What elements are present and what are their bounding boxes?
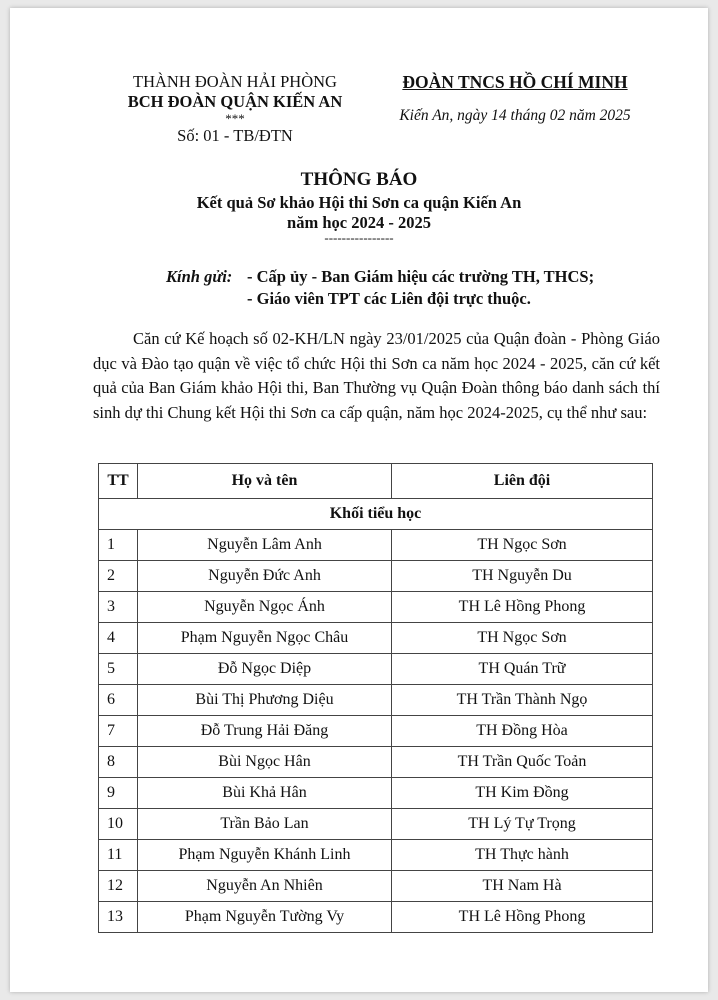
org-name: ĐOÀN TNCS HỒ CHÍ MINH: [402, 72, 628, 92]
table-row: [99, 840, 653, 871]
table-row: [99, 809, 653, 840]
student-name: Đỗ Trung Hải Đăng: [138, 716, 392, 747]
student-name: Phạm Nguyễn Ngọc Châu: [138, 623, 392, 654]
row-number: 8: [99, 747, 138, 778]
row-number: 1: [99, 530, 138, 561]
unit-name: TH Ngọc Sơn: [392, 530, 653, 561]
table-row: [99, 778, 653, 809]
student-name: Nguyễn Đức Anh: [138, 561, 392, 592]
row-number: 12: [99, 871, 138, 902]
row-number: 4: [99, 623, 138, 654]
table-row: [99, 530, 653, 561]
section-row: Khối tiểu học: [99, 499, 653, 530]
issuer-block: [120, 72, 350, 146]
student-name: Phạm Nguyễn Khánh Linh: [138, 840, 392, 871]
table-row: [99, 623, 653, 654]
row-number: 5: [99, 654, 138, 685]
document-number: Số: 01 - TB/ĐTN: [177, 126, 293, 145]
row-number: 7: [99, 716, 138, 747]
row-number: 2: [99, 561, 138, 592]
unit-name: TH Nam Hà: [392, 871, 653, 902]
row-number: 6: [99, 685, 138, 716]
table-row: [99, 871, 653, 902]
table-row: [99, 561, 653, 592]
student-name: Bùi Ngọc Hân: [138, 747, 392, 778]
date-line: Kiến An, ngày 14 tháng 02 năm 2025: [399, 107, 631, 124]
row-number: 11: [99, 840, 138, 871]
unit-name: TH Trần Thành Ngọ: [392, 685, 653, 716]
header-tt: TT: [99, 464, 138, 499]
unit-name: TH Lê Hồng Phong: [392, 902, 653, 933]
document-page: [10, 8, 708, 992]
org-block: [380, 72, 650, 125]
doc-subtitle-year: năm học 2024 - 2025: [287, 213, 431, 232]
student-name: Nguyễn An Nhiên: [138, 871, 392, 902]
table-row: [99, 685, 653, 716]
stars: ***: [225, 111, 245, 126]
student-name: Trần Bảo Lan: [138, 809, 392, 840]
student-name: Phạm Nguyễn Tường Vy: [138, 902, 392, 933]
row-number: 13: [99, 902, 138, 933]
student-name: Bùi Khả Hân: [138, 778, 392, 809]
doc-subtitle: Kết quả Sơ khảo Hội thi Sơn ca quận Kiến An: [196, 193, 522, 212]
table-row: [99, 592, 653, 623]
unit-name: TH Nguyễn Du: [392, 561, 653, 592]
results-table: [98, 463, 653, 933]
header-unit: Liên đội: [392, 464, 653, 499]
district-committee: BCH ĐOÀN QUẬN KIẾN AN: [127, 92, 343, 111]
unit-name: TH Lê Hồng Phong: [392, 592, 653, 623]
divider: ----------------: [324, 230, 394, 245]
student-name: Nguyễn Lâm Anh: [138, 530, 392, 561]
row-number: 3: [99, 592, 138, 623]
recipient-2: - Giáo viên TPT các Liên đội trực thuộc.: [247, 289, 531, 308]
header-name: Họ và tên: [138, 464, 392, 499]
table-row: [99, 654, 653, 685]
row-number: 10: [99, 809, 138, 840]
unit-name: TH Thực hành: [392, 840, 653, 871]
unit-name: TH Ngọc Sơn: [392, 623, 653, 654]
student-name: Nguyễn Ngọc Ánh: [138, 592, 392, 623]
row-number: 9: [99, 778, 138, 809]
unit-name: TH Kim Đồng: [392, 778, 653, 809]
doc-title: THÔNG BÁO: [300, 169, 418, 190]
student-name: Đỗ Ngọc Diệp: [138, 654, 392, 685]
student-name: Bùi Thị Phương Diệu: [138, 685, 392, 716]
unit-name: TH Đồng Hòa: [392, 716, 653, 747]
table-row: [99, 747, 653, 778]
unit-name: TH Quán Trữ: [392, 654, 653, 685]
unit-name: TH Trần Quốc Toản: [392, 747, 653, 778]
table-row: [99, 902, 653, 933]
city-union: THÀNH ĐOÀN HẢI PHÒNG: [133, 72, 337, 91]
unit-name: TH Lý Tự Trọng: [392, 809, 653, 840]
body-paragraph: Căn cứ Kế hoạch số 02-KH/LN ngày 23/01/2025 của Quận đoàn - Phòng Giáo dục và Đào tạo quận về việc tổ chức Hội thi Sơn ca năm học 2024 - 2025, căn cứ kết quả của Ban Giám khảo Hội thi, Ban Thường vụ Quận Đoàn thông báo danh sách thí sinh dự thi Chung kết Hội thi Sơn ca cấp quận, năm học 2024-2025, cụ thể như sau:: [93, 329, 660, 422]
recipient-1: - Cấp ủy - Ban Giám hiệu các trường TH, THCS;: [247, 267, 595, 286]
table-row: [99, 716, 653, 747]
recipients-label: Kính gửi:: [166, 267, 233, 286]
